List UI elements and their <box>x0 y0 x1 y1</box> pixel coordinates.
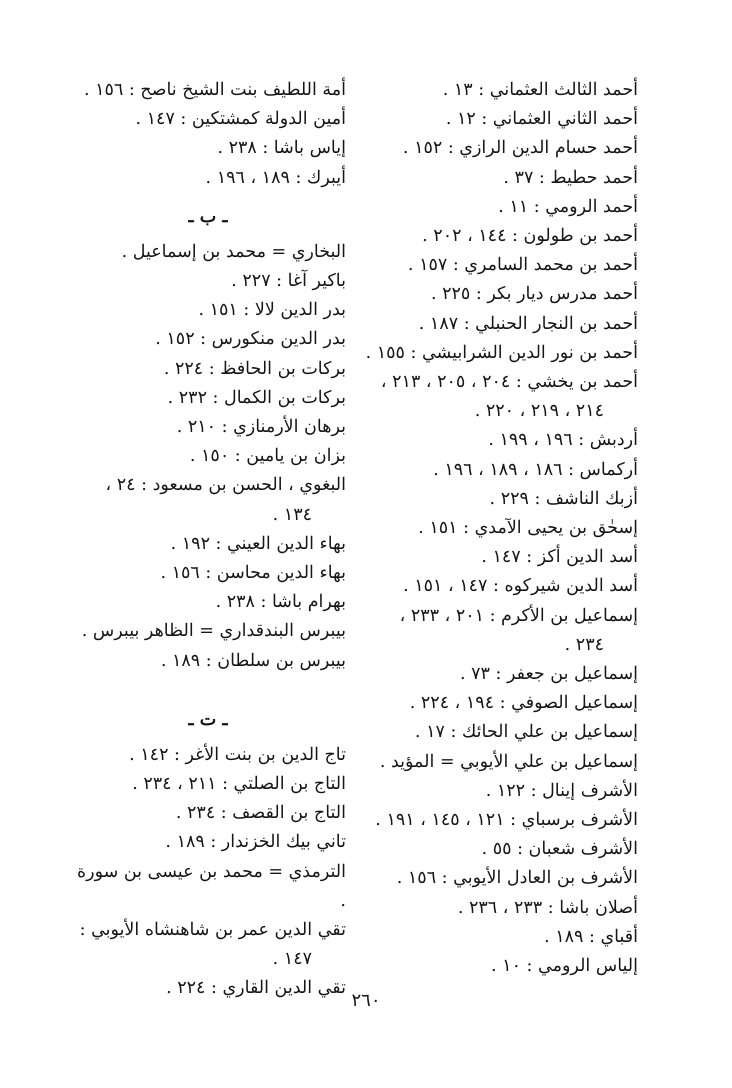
index-entry-text: أمين الدولة كمشتكين : ١٤٧ . <box>135 109 346 130</box>
index-entry <box>70 741 346 770</box>
index-entry-text: الترمذي = محمد بن عيسى بن سورة . <box>76 861 346 911</box>
index-entry-text: بدر الدين منكورس : ١٥٢ . <box>155 329 346 350</box>
index-entry-text: أحمد الرومي : ١١ . <box>498 196 638 217</box>
index-entry <box>362 134 638 163</box>
index-entry <box>70 76 346 105</box>
index-entry <box>362 251 638 280</box>
index-entry-text: بهاء الدين العيني : ١٩٢ . <box>170 533 346 554</box>
left-top-entries <box>70 76 346 193</box>
section-ta-entries <box>70 741 346 1004</box>
index-entry-text: البغوي ، الحسن بن مسعود : ٢٤ ، <box>105 475 346 496</box>
index-entry <box>362 660 638 689</box>
index-entry-text: أقباي : ١٨٩ . <box>544 926 638 947</box>
index-entry-text: بهاء الدين محاسن : ١٥٦ . <box>160 563 346 584</box>
index-entry-text: برهان الأرمنازي : ٢١٠ . <box>176 417 346 438</box>
index-entry-text: أحمد مدرس ديار بكر : ٢٢٥ . <box>430 284 638 305</box>
index-entry <box>70 559 346 588</box>
index-entry-continuation: ٢١٤ ، ٢١٩ ، ٢٢٠ . <box>474 401 604 422</box>
index-entry <box>70 134 346 163</box>
index-entry <box>362 835 638 864</box>
index-entry-text: إسماعيل الصوفي : ١٩٤ ، ٢٢٤ . <box>409 693 638 714</box>
index-entry-continuation: ١٤٧ . <box>272 949 312 970</box>
index-entry-text: أيبرك : ١٨٩ ، ١٩٦ . <box>205 167 346 188</box>
index-entry-text: التاج بن القصف : ٢٣٤ . <box>175 803 346 824</box>
index-entry-text: بزان بن يامين : ١٥٠ . <box>189 446 346 467</box>
index-entry <box>362 514 638 543</box>
index-entry <box>362 894 638 923</box>
index-entry-text: أسد الدين شيركوه : ١٤٧ ، ١٥١ . <box>403 576 638 597</box>
index-entry <box>70 413 346 442</box>
index-entry <box>70 238 346 267</box>
index-entry-text: أردبش : ١٩٦ ، ١٩٩ . <box>488 430 638 451</box>
index-entry-text: التاج بن الصلتي : ٢١١ ، ٢٣٤ . <box>132 774 346 795</box>
index-entry <box>70 530 346 559</box>
index-entry-text: أزبك الناشف : ٢٢٩ . <box>489 488 638 509</box>
index-entry <box>70 770 346 799</box>
index-entry <box>70 325 346 354</box>
index-entry-text: أحمد حطيط : ٣٧ . <box>503 167 638 188</box>
index-entry <box>70 471 346 529</box>
index-entry <box>362 718 638 747</box>
index-entry-text: بيبرس بن سلطان : ١٨٩ . <box>160 650 346 671</box>
index-entry <box>70 916 346 974</box>
index-entry <box>362 339 638 368</box>
index-entry <box>362 193 638 222</box>
index-entry <box>362 76 638 105</box>
index-entry-text: إسماعيل بن الأكرم : ٢٠١ ، ٢٣٣ ، <box>399 605 638 626</box>
index-entry-text: أحمد الثالث العثماني : ١٣ . <box>442 80 638 100</box>
index-entry <box>70 858 346 916</box>
index-entry-text: أصلان باشا : ٢٣٣ ، ٢٣٦ . <box>457 897 638 918</box>
section-header-ta: ـ ت ـ <box>188 709 228 730</box>
index-entry-text: أحمد بن طولون : ١٤٤ ، ٢٠٢ . <box>422 226 638 247</box>
index-entry-text: أحمد بن محمد السامري : ١٥٧ . <box>407 255 638 276</box>
index-entry-text: تاج الدين بن بنت الأغر : ١٤٢ . <box>129 744 346 765</box>
index-entry <box>70 588 346 617</box>
index-entry-text: باكير آغا : ٢٢٧ . <box>231 271 346 292</box>
index-entry-text: أركماس : ١٨٦ ، ١٨٩ ، ١٩٦ . <box>433 459 638 480</box>
index-entry <box>362 368 638 426</box>
index-entry <box>70 355 346 384</box>
index-entry-text: الأشرف شعبان : ٥٥ . <box>481 839 638 860</box>
index-entry <box>362 777 638 806</box>
index-entry-text: بيبرس البندقداري = الظاهر بيبرس . <box>81 621 346 642</box>
index-entry-text: إسماعيل بن علي الأيوبي = المؤيد . <box>379 751 638 772</box>
index-entry <box>362 222 638 251</box>
index-entry-text: إسماعيل بن علي الحائك : ١٧ . <box>414 722 638 743</box>
index-entry-text: بركات بن الحافظ : ٢٢٤ . <box>163 358 346 379</box>
index-entry <box>70 164 346 193</box>
index-entry <box>362 864 638 893</box>
index-entry <box>362 164 638 193</box>
section-header-ba: ـ ب ـ <box>188 206 228 227</box>
index-entry-text: أسد الدين أكز : ١٤٧ . <box>481 547 638 568</box>
index-entry-continuation: ٢٣٤ . <box>564 634 604 655</box>
index-entry-text: إياس باشا : ٢٣٨ . <box>217 138 346 159</box>
index-entry <box>70 296 346 325</box>
index-entry-text: أحمد بن يخشي : ٢٠٤ ، ٢٠٥ ، ٢١٣ ، <box>380 372 638 393</box>
right-column <box>362 76 638 981</box>
index-entry-text: بدر الدين لالا : ١٥١ . <box>198 300 346 321</box>
index-entry <box>362 806 638 835</box>
index-entry-text: بركات بن الكمال : ٢٣٢ . <box>167 387 346 408</box>
index-entry-text: تقي الدين القاري : ٢٢٤ . <box>166 978 346 999</box>
index-entry-text: إسحٰق بن يحيى الآمدي : ١٥١ . <box>418 518 638 539</box>
index-entry <box>70 799 346 828</box>
index-entry <box>362 310 638 339</box>
index-entry <box>70 442 346 471</box>
index-entry-text: بهرام باشا : ٢٣٨ . <box>215 592 346 613</box>
index-entry-text: الأشرف إينال : ١٢٢ . <box>485 780 638 801</box>
index-entry-text: الأشرف بن العادل الأيوبي : ١٥٦ . <box>396 868 638 889</box>
index-entry-text: تقي الدين عمر بن شاهنشاه الأيوبي : <box>79 920 346 941</box>
index-entry-text: تاني بيك الخزندار : ١٨٩ . <box>165 832 346 853</box>
index-entry <box>70 647 346 676</box>
index-entry <box>362 456 638 485</box>
index-entry-continuation: ١٣٤ . <box>272 504 312 525</box>
index-entry <box>70 617 346 646</box>
index-entry-text: أحمد بن نور الدين الشرابيشي : ١٥٥ . <box>365 342 638 363</box>
index-entry-text: أحمد الثاني العثماني : ١٢ . <box>445 109 638 130</box>
index-entry-text: أمة اللطيف بنت الشيخ ناصح : ١٥٦ . <box>83 80 346 100</box>
index-entry <box>362 952 638 981</box>
index-entry-text: إلياس الرومي : ١٠ . <box>491 956 638 977</box>
index-entry-text: إسماعيل بن جعفر : ٧٣ . <box>459 664 638 685</box>
page-number: ٢٦٠ <box>351 990 381 1011</box>
index-entry <box>70 267 346 296</box>
index-entry-text: البخاري = محمد بن إسماعيل . <box>121 241 346 262</box>
index-entry-text: الأشرف برسباي : ١٢١ ، ١٤٥ ، ١٩١ . <box>375 810 638 831</box>
section-gap <box>70 676 346 696</box>
index-entry <box>362 748 638 777</box>
index-entry <box>70 828 346 857</box>
index-entry <box>362 572 638 601</box>
index-entry <box>70 384 346 413</box>
index-entry <box>362 689 638 718</box>
index-entry <box>362 426 638 455</box>
index-entry-text: أحمد حسام الدين الرازي : ١٥٢ . <box>402 138 638 159</box>
section-ba-entries <box>70 238 346 676</box>
index-entry <box>362 280 638 309</box>
index-entry-text: أحمد بن النجار الحنبلي : ١٨٧ . <box>418 313 638 334</box>
index-entry <box>70 105 346 134</box>
left-column <box>70 76 346 1004</box>
index-entry <box>362 485 638 514</box>
index-entry <box>362 105 638 134</box>
index-entry <box>362 602 638 660</box>
index-entry <box>362 923 638 952</box>
index-entry <box>362 543 638 572</box>
